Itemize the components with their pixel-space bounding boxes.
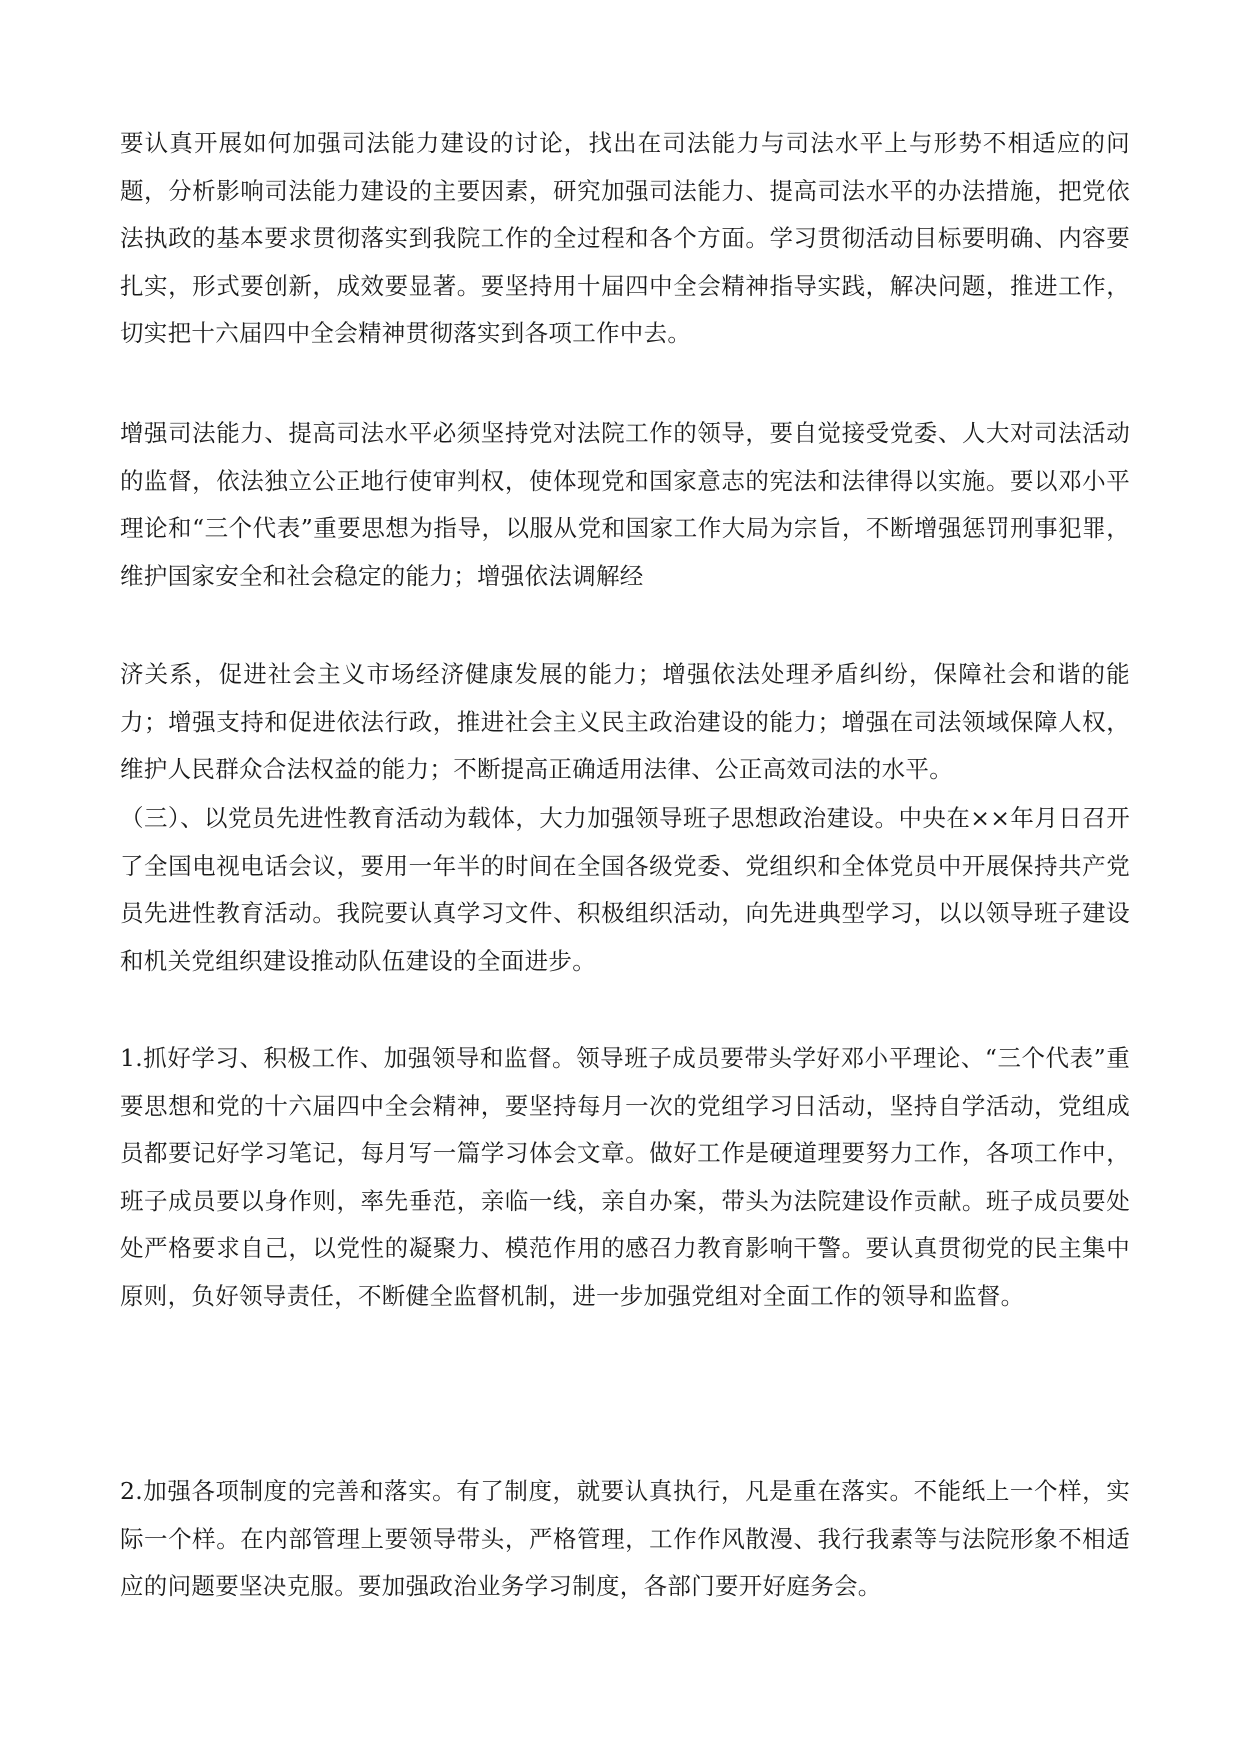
paragraph-section-three: （三）、以党员先进性教育活动为载体，大力加强领导班子思想政治建设。中央在××年月日召开了全国电视电话会议，要用一年半的时间在全国各级党委、党组织和全体党员中开展保持共产党员先进性教育活动。我院要认真学习文件、积极组织活动，向先进典型学习，以以领导班子建设和机关党组织建设推动队伍建设的全面进步。 bbox=[120, 804, 1130, 975]
paragraph-item-two: 2.加强各项制度的完善和落实。有了制度，就要认真执行，凡是重在落实。不能纸上一个样，实际一个样。在内部管理上要领导带头，严格管理，工作作风散漫、我行我素等与法院形象不相适应的问题要坚决克服。要加强政治业务学习制度，各部门要开好庭务会。 bbox=[120, 1477, 1130, 1600]
paragraph-capacity-list: 济关系，促进社会主义市场经济健康发展的能力；增强依法处理矛盾纠纷，保障社会和谐的能力；增强支持和促进依法行政，推进社会主义民主政治建设的能力；增强在司法领域保障人权，维护人民群众合法权益的能力；不断提高正确适用法律、公正高效司法的水平。 bbox=[120, 660, 1130, 783]
paragraph-party-leadership: 增强司法能力、提高司法水平必须坚持党对法院工作的领导，要自觉接受党委、人大对司法活动的监督，依法独立公正地行使审判权，使体现党和国家意志的宪法和法律得以实施。要以邓小平理论和“三个代表”重要思想为指导，以服从党和国家工作大局为宗旨，不断增强惩罚刑事犯罪，维护国家安全和社会稳定的能力；增强依法调解经 bbox=[120, 419, 1130, 590]
paragraph-judicial-capacity-discussion: 要认真开展如何加强司法能力建设的讨论，找出在司法能力与司法水平上与形势不相适应的问题，分析影响司法能力建设的主要因素，研究加强司法能力、提高司法水平的办法措施，把党依法执政的基本要求贯彻落实到我院工作的全过程和各个方面。学习贯彻活动目标要明确、内容要扎实，形式要创新，成效要显著。要坚持用十届四中全会精神指导实践，解决问题，推进工作，切实把十六届四中全会精神贯彻落实到各项工作中去。 bbox=[120, 129, 1130, 347]
paragraph-item-one: 1.抓好学习、积极工作、加强领导和监督。领导班子成员要带头学好邓小平理论、“三个代表”重要思想和党的十六届四中全会精神，要坚持每月一次的党组学习日活动，坚持自学活动，党组成员都要记好学习笔记，每月写一篇学习体会文章。做好工作是硬道理要努力工作，各项工作中，班子成员要以身作则，率先垂范，亲临一线，亲自办案，带头为法院建设作贡献。班子成员要处处严格要求自己，以党性的凝聚力、模范作用的感召力教育影响干警。要认真贯彻党的民主集中原则，负好领导责任，不断健全监督机制，进一步加强党组对全面工作的领导和监督。 bbox=[120, 1044, 1130, 1310]
